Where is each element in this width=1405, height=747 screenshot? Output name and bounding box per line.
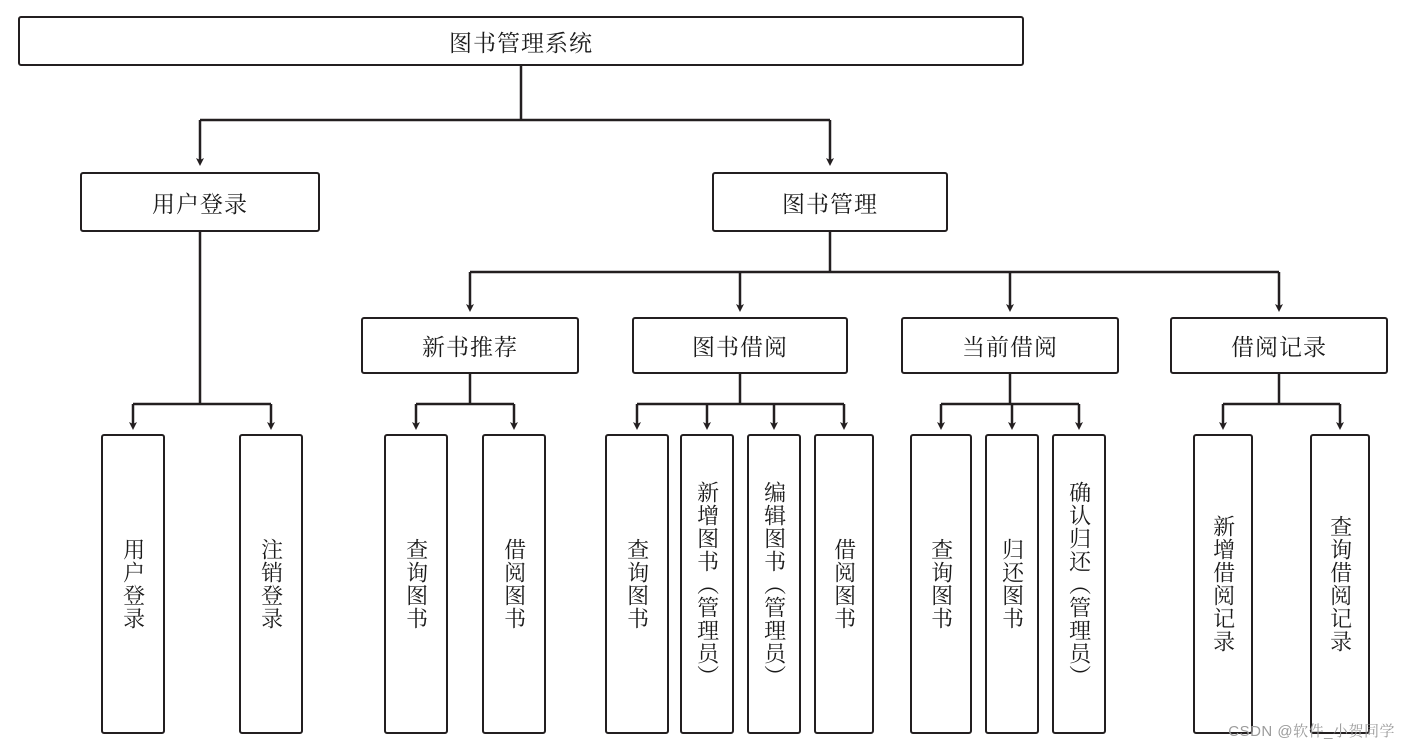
node-book-borrow[interactable]: 图书借阅 xyxy=(632,317,848,374)
leaf-return-book[interactable]: 归还图书 xyxy=(985,434,1039,734)
leaf-confirm-return-admin[interactable]: 确认归还（管理员） xyxy=(1052,434,1106,734)
node-current-borrow[interactable]: 当前借阅 xyxy=(901,317,1119,374)
leaf-user-login[interactable]: 用户登录 xyxy=(101,434,165,734)
leaf-logout[interactable]: 注销登录 xyxy=(239,434,303,734)
leaf-add-book-admin[interactable]: 新增图书（管理员） xyxy=(680,434,734,734)
node-book-management[interactable]: 图书管理 xyxy=(712,172,948,232)
leaf-edit-book-admin[interactable]: 编辑图书（管理员） xyxy=(747,434,801,734)
leaf-borrow-book-1[interactable]: 借阅图书 xyxy=(482,434,546,734)
leaf-borrow-book-2[interactable]: 借阅图书 xyxy=(814,434,874,734)
leaf-query-borrow-record[interactable]: 查询借阅记录 xyxy=(1310,434,1370,734)
leaf-query-book-3[interactable]: 查询图书 xyxy=(910,434,972,734)
node-new-book-recommend[interactable]: 新书推荐 xyxy=(361,317,579,374)
node-root[interactable]: 图书管理系统 xyxy=(18,16,1024,66)
leaf-add-borrow-record[interactable]: 新增借阅记录 xyxy=(1193,434,1253,734)
node-borrow-records[interactable]: 借阅记录 xyxy=(1170,317,1388,374)
node-user-login[interactable]: 用户登录 xyxy=(80,172,320,232)
leaf-query-book-1[interactable]: 查询图书 xyxy=(384,434,448,734)
leaf-query-book-2[interactable]: 查询图书 xyxy=(605,434,669,734)
watermark-text: CSDN @软件_小贺同学 xyxy=(1228,723,1395,740)
